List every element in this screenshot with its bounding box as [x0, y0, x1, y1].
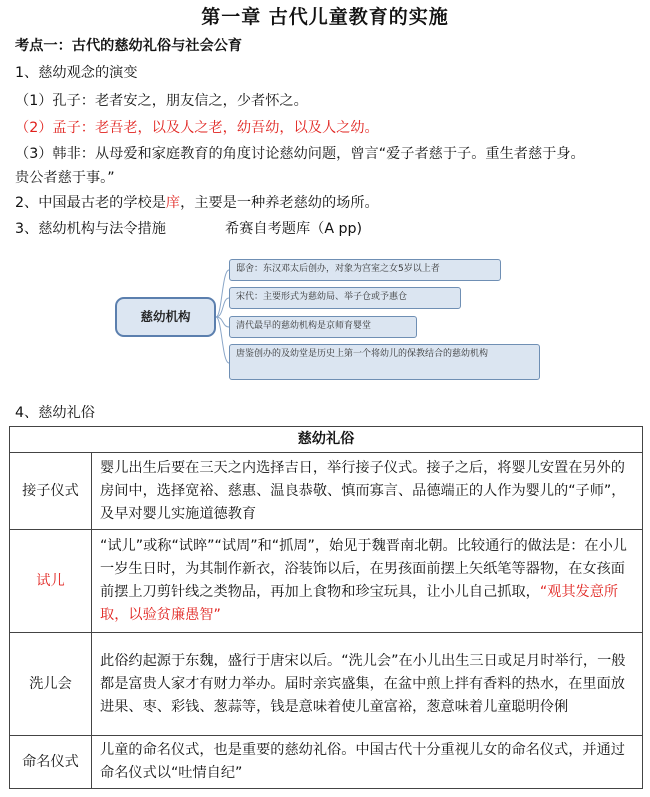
item1-hanfei-line2: 贵公者慈于事。”: [15, 170, 115, 186]
mindmap-node-dishe: 邸舍：东汉邓太后创办，对象为宫室之女5岁以上者: [229, 259, 501, 281]
item1-mencius: （2）孟子：老吾老，以及人之老，幼吾幼，以及人之幼。: [15, 120, 379, 136]
page-title: 第一章 古代儿童教育的实施: [201, 6, 449, 28]
rite-description: [92, 530, 643, 633]
item2-prefix: 2、中国最古老的学校是: [15, 195, 166, 211]
rite-description: 婴儿出生后要在三天之内选择吉日，举行接子仪式。接子之后，将婴儿安置在另外的房间中，选择宽裕、慈惠、温良恭敬、慎而寡言、品德端正的人作为婴儿的“子师”，及早对婴儿实施道德教育: [92, 453, 643, 530]
table-row: [10, 530, 643, 633]
table-header: 慈幼礼俗: [10, 427, 643, 453]
item3-title: 3、慈幼机构与法令措施: [15, 221, 166, 237]
item4-title: 4、慈幼礼俗: [15, 405, 95, 421]
item2-suffix: ，主要是一种养老慈幼的场所。: [180, 195, 379, 211]
mindmap-node-qing: 清代最早的慈幼机构是京师育婴堂: [229, 316, 417, 338]
rite-description: 儿童的命名仪式，也是重要的慈幼礼俗。中国古代十分重视儿女的命名仪式，并通过命名仪式以“吐情自纪”: [92, 736, 643, 789]
rite-name: 洗儿会: [10, 633, 92, 736]
rite-description: 此俗约起源于东魏，盛行于唐宋以后。“洗儿会”在小儿出生三日或足月时举行，一般都是富贵人家才有财力举办。届时亲宾盛集，在盆中煎上拌有香料的热水，在里面放进果、枣、彩钱、葱蒜等，钱是意味着使儿童富裕，葱意味着儿童聪明伶俐: [92, 633, 643, 736]
rites-table: [9, 426, 643, 789]
rite-name: 试儿: [10, 530, 92, 633]
watermark-text: 希赛自考题库（A pp): [225, 221, 363, 237]
table-row: [10, 453, 643, 530]
connector-4: [216, 317, 229, 363]
item1-hanfei-line1: （3）韩非：从母爱和家庭教育的角度讨论慈幼问题，曾言“爱子者慈于子。重生者慈于身。: [15, 146, 585, 162]
mindmap-node-song: 宋代：主要形式为慈幼局、举子仓或予惠仓: [229, 287, 461, 309]
table-header-row: [10, 427, 643, 453]
mindmap-node-tangjian: 唐鉴创办的及幼堂是历史上第一个将幼儿的保教结合的慈幼机构: [229, 344, 540, 380]
mindmap-root-node: 慈幼机构: [115, 297, 216, 337]
item1-title: 1、慈幼观念的演变: [15, 65, 138, 81]
item2-oldest-school: [15, 193, 379, 213]
table-row: [10, 633, 643, 736]
rite-name: 命名仪式: [10, 736, 92, 789]
item1-confucius: （1）孔子：老者安之，朋友信之，少者怀之。: [15, 93, 308, 109]
rite-description-quote: “观其发意所取，以验贫廉愚智”: [100, 584, 619, 623]
rite-name: 接子仪式: [10, 453, 92, 530]
mindmap: [0, 255, 650, 385]
section-heading: 考点一：古代的慈幼礼俗与社会公育: [15, 38, 243, 54]
rite-description-text: “试儿”或称“试晬”“试周”和“抓周”，始见于魏晋南北朝。比较通行的做法是：在小儿一岁生日时，为其制作新衣，浴装饰以后，在男孩面前摆上矢纸笔等器物，在女孩面前摆上刀剪针线之类物品，再加上食物和珍宝玩具，让小儿自己抓取，: [100, 538, 627, 600]
table-row: [10, 736, 643, 789]
item2-highlight: 庠: [165, 195, 181, 211]
